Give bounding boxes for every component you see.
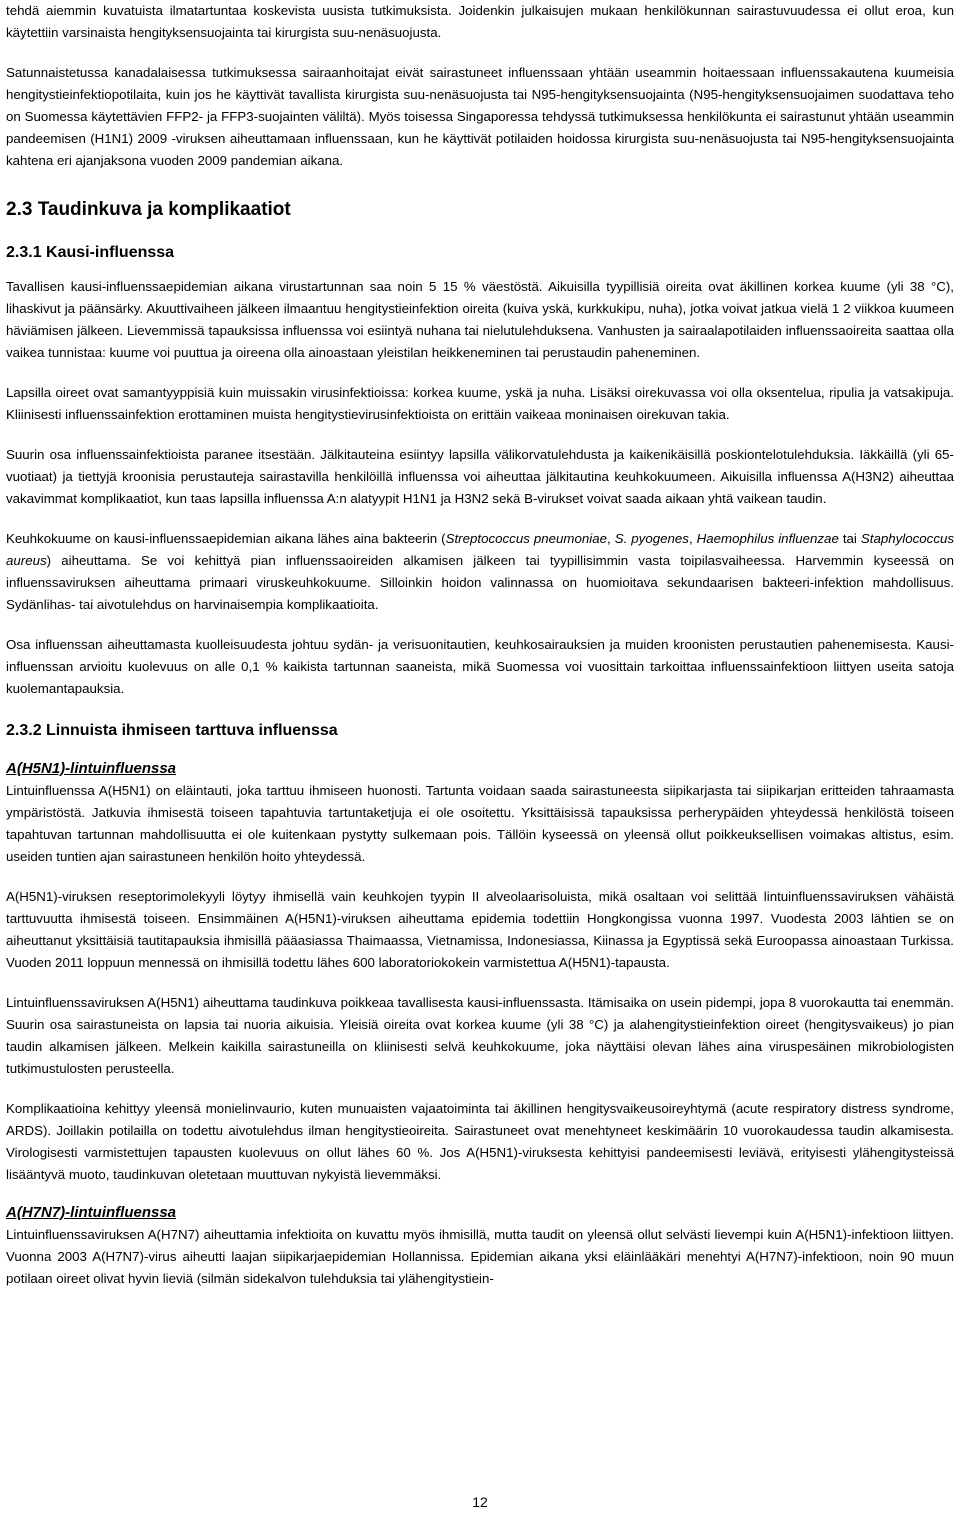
paragraph-canadian-study: Satunnaistetussa kanadalaisessa tutkimuksessa sairaanhoitajat eivät sairastuneet influenssaan yhtään useammin hoitaessaan influenssakautena kuumeisia hengitystieinfektiopotilaita, kuin jos he käyttivät tavallista kirurgista suu-nenäsuojusta tai N95-hengityksensuojainta (N95-hengityksensuojaimen suodattava teho on Suomessa käytettävien FFP2- ja FFP3-suojainten väliltä). Myös toisessa Singaporessa tehdyssä tutkimuksessa henkilökunta ei sairastunut yhtään useammin pandeemisen (H1N1) 2009 -viruksen aiheuttamaan influenssaan, kun he käyttivät potilaiden hoidossa kirurgista suu-nenäsuojusta tai N95-hengityksensuojainta kahtena eri ajanjaksona vuoden 2009 pandemian aikana. <box>6 65 954 168</box>
subheading-h5n1: A(H5N1)-lintuinfluenssa <box>6 760 177 777</box>
pneumonia-species-3: Haemophilus influenzae <box>696 531 839 546</box>
paragraph-h5n1-2: A(H5N1)-viruksen reseptorimolekyyli löytyy ihmisellä vain keuhkojen tyypin II alveolaarisoluista, mikä osaltaan voi selittää lintuinfluenssaviruksen vähäistä tarttuvuutta ihmisestä toiseen. Ensimmäinen A(H5N1)-viruksen aiheuttama epidemia todettiin Hongkongissa vuonna 1997. Vuodesta 2003 lähtien se on aiheuttanut yksittäisiä tautitapauksia ihmisillä pääasiassa Thaimaassa, Vietnamissa, Indonesiassa, Kiinassa ja Egyptissä sekä Euroopassa ainoastaan Turkissa. Vuoden 2011 loppuun mennessä on ihmisillä todettu lähes 600 laboratoriokokein varmistettua A(H5N1)-tapausta. <box>6 889 954 970</box>
pneumonia-text-c: , <box>607 531 615 546</box>
paragraph-children-symptoms: Lapsilla oireet ovat samantyyppisiä kuin muissakin virusinfektioissa: korkea kuume, yskä ja nuha. Lisäksi oirekuvassa voi olla oksentelua, ripulia ja vatsakipuja. Kliinisesti influenssainfektion erottaminen muista hengitystievirusinfektioista on erittäin vaikeaa moninaisen oirekuvan takia. <box>6 385 954 422</box>
section-heading-2-3: 2.3 Taudinkuva ja komplikaatiot <box>6 199 291 220</box>
section-heading-2-3-1: 2.3.1 Kausi-influenssa <box>6 244 175 261</box>
paragraph-h5n1-4: Komplikaatioina kehittyy yleensä monielinvaurio, kuten munuaisten vajaatoiminta tai äkillinen hengitysvaikeusoireyhtymä (acute respiratory distress syndrome, ARDS). Joillakin potilailla on todettu aivotulehdus ilman hengitystieoireita. Sairastuneet ovat menehtyneet keskimäärin 10 vuorokaudessa taudin alkamisesta. Virologisesti varmistettujen tapausten kuolevuus on ollut lähes 60 %. Jos A(H5N1)-viruksesta kehittyisi pandeemisesti leviävä, erityisesti ylähengitysteissä lisääntyvä muoto, taudinkuvan oletetaan muuttuvan nykyistä lievemmäksi. <box>6 1101 954 1182</box>
paragraph-h7n7: Lintuinfluenssaviruksen A(H7N7) aiheuttamia infektioita on kuvattu myös ihmisillä, mutta taudit on yleensä ollut selvästi lievempi kuin A(H5N1)-infektioon liittyen. Vuonna 2003 A(H7N7)-virus aiheutti laajan siipikarjaepidemian Hollannissa. Epidemian aikana yksi eläinlääkäri menehtyi A(H7N7)-infektioon, noin 90 muun potilaan oireet olivat hyvin lieviä (silmän sidekalvon tulehduksia tai ylähengitystiein- <box>6 1227 954 1286</box>
pneumonia-species-1: Streptococcus pneumoniae <box>445 531 608 546</box>
paragraph-pneumonia <box>6 528 954 616</box>
pneumonia-species-4: Staphylococcus aureus <box>6 531 955 568</box>
section-heading-2-3-2: 2.3.2 Linnuista ihmiseen tarttuva influenssa <box>6 722 338 739</box>
pneumonia-text-g: tai <box>838 531 861 546</box>
paragraph-h5n1-3: Lintuinfluenssaviruksen A(H5N1) aiheuttama taudinkuva poikkeaa tavallisesta kausi-influenssasta. Itämisaika on usein pidempi, jopa 8 vuorokautta tai enemmän. Suurin osa sairastuneista on lapsia tai nuoria aikuisia. Yleisiä oireita ovat korkea kuume (yli 38 °C) ja alahengitystieinfektion oireet (hengitysvaikeus) jo pian taudin alkamisen jälkeen. Melkein kaikilla sairastuneilla on kliinisesti selvä keuhkokuume, joka näyttäisi olevan lähes aina viruspesäinen mikrobiologisten tutkimustulosten perusteella. <box>6 995 954 1076</box>
pneumonia-text-i: ) aiheuttama. Se voi kehittyä pian influenssaoireiden alkamisen jälkeen tai tyypillisimmin vasta toipilasvaiheessa. Harvemmin kyseessä on influenssaviruksen aiheuttama primaari viruskeuhkokuume. Silloinkin hoidon valinnassa on huomioitava sekundaarisen bakteeri-infektion mahdollisuus. Sydänlihas- tai aivotulehdus on harvinaisempia komplikaatioita. <box>6 553 954 612</box>
paragraph-seasonal-symptoms: Tavallisen kausi-influenssaepidemian aikana virustartunnan saa noin 5 15 % väestöstä. Aikuisilla tyypillisiä oireita ovat äkillinen korkea kuume (yli 38 °C), lihaskivut ja päänsärky. Akuuttivaiheen jälkeen ilmaantuu hengitystieinfektion oireita (kuiva yskä, kurkkukipu, nuha), jotka voivat jatkua vielä 1 2 viikkoa kuumeen häviämisen jälkeen. Lievemmissä tapauksissa influenssa voi esiintyä nuhana tai nielutulehduksena. Vanhusten ja sairaalapotilaiden influenssaoireita saattaa olla vaikea tunnistaa: kuume voi puuttua ja oireena olla ainoastaan yleistilan heikkeneminen tai perustaudin paheneminen. <box>6 279 954 360</box>
paragraph-complications: Suurin osa influenssainfektioista paranee itsestään. Jälkitauteina esiintyy lapsilla välikorvatulehdusta ja kaikenikäisillä poskiontelotulehduksia. Iäkkäillä (yli 65-vuotiaat) ja tiettyjä kroonisia perustauteja sairastavilla henkilöillä influenssa voi aiheuttaa jälkitautina keuhkokuumeen. Aikuisilla influenssa A(H3N2) aiheuttaa vakavimmat komplikaatiot, kun taas lapsilla influenssa A:n alatyypit H1N1 ja H3N2 sekä B-virukset voivat saada aikaan yhtä vaikean taudin. <box>6 447 954 506</box>
page-number: 12 <box>472 1494 488 1510</box>
paragraph-mortality: Osa influenssan aiheuttamasta kuolleisuudesta johtuu sydän- ja verisuonitautien, keuhkosairauksien ja muiden kroonisten perustautien pahenemisesta. Kausi-influenssan arvioitu kuolevuus on alle 0,1 % kaikista tartunnan saaneista, mikä Suomessa voi vuosittain tarkoittaa influenssainfektioon liittyen useita satoja kuolemantapauksia. <box>6 637 954 696</box>
subheading-h7n7: A(H7N7)-lintuinfluenssa <box>6 1204 177 1221</box>
paragraph-intro: tehdä aiemmin kuvatuista ilmatartuntaa koskevista uusista tutkimuksista. Joidenkin julkaisujen mukaan henkilökunnan sairastuvuudessa ei ollut eroa, kun käytettiin varsinaista hengityksensuojainta tai kirurgista suu-nenäsuojusta. <box>6 3 954 40</box>
pneumonia-species-2: S. pyogenes <box>614 531 689 546</box>
pneumonia-text-a: Keuhkokuume on kausi-influenssaepidemian aikana lähes aina bakteerin ( <box>6 531 446 546</box>
paragraph-h5n1-1: Lintuinfluenssa A(H5N1) on eläintauti, joka tarttuu ihmiseen huonosti. Tartunta voidaan saada sairastuneesta siipikarjasta tai siipikarjan eritteiden tahraamasta ympäristöstä. Jatkuvia ihmisestä toiseen tapahtuvia tartuntaketjuja ei ole osoitettu. Yksittäisissä tapauksissa perherypäiden yhteydessä henkilöstä toiseen tapahtuvan tartunnan mahdollisuutta ei ole kuitenkaan pystytty sulkemaan pois. Tällöin kyseessä on yleensä ollut poikkeuksellisen voimakas altistus, esim. useiden tuntien ajan sairastuneen henkilön hoito yhteydessä. <box>6 783 954 864</box>
pneumonia-text-e: , <box>688 531 697 546</box>
